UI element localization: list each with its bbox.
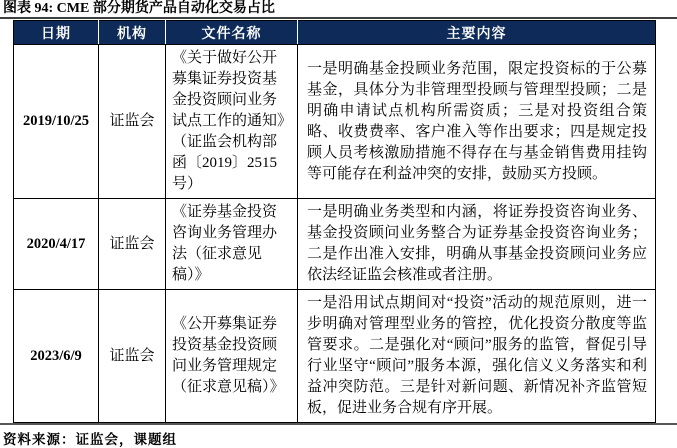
source-note: 资料来源：证监会，课题组: [3, 432, 177, 447]
table-header-row: [14, 21, 656, 45]
figure-title: 图表 94: CME 部分期货产品自动化交易占比: [3, 1, 275, 16]
column-header-date: 日期: [14, 21, 99, 45]
table-row: [14, 290, 656, 423]
doc-name-cell: 《证券基金投资咨询业务管理办法（征求意见稿）》: [166, 199, 298, 290]
column-header-content: 主要内容: [298, 21, 656, 45]
doc-name-cell: 《关于做好公开募集证券投资基金投资顾问业务试点工作的通知》（证监会机构部函〔2019〕2515 号）: [166, 45, 298, 199]
content-cell: 一是沿用试点期间对“投资”活动的规范原则，进一步明确对管理型业务的管控，优化投资分散度等监管要求。二是强化对“顾问”服务的监管，督促引导行业坚守“顾问”服务本源，强化信义义务落实和利益冲突防范。三是针对新问题、新情况补齐监管短板，促进业务合规有序开展。: [298, 290, 656, 423]
content-cell: 一是明确基金投顾业务范围，限定投资标的于公募基金，具体分为非管理型投顾与管理型投顾；二是明确申请试点机构所需资质；三是对投资组合策略、收费费率、客户准入等作出要求；四是规定投顾人员考核激励措施不得存在与基金销售费用挂钩等可能存在利益冲突的安排，鼓励买方投顾。: [298, 45, 656, 199]
date-cell: 2020/4/17: [14, 199, 99, 290]
regulation-table: [13, 20, 656, 423]
content-cell: 一是明确业务类型和内涵，将证券投资咨询业务、基金投资顾问业务整合为证券基金投资咨询业务；二是作出准入安排，明确从事基金投资顾问业务应依法经证监会核准或者注册。: [298, 199, 656, 290]
org-cell: 证监会: [99, 290, 166, 423]
date-cell: 2019/10/25: [14, 45, 99, 199]
column-header-doc: 文件名称: [166, 21, 298, 45]
title-divider: [0, 17, 677, 19]
org-cell: 证监会: [99, 45, 166, 199]
date-cell: 2023/6/9: [14, 290, 99, 423]
doc-name-cell: 《公开募集证券投资基金投资顾问业务管理规定（征求意见稿）》: [166, 290, 298, 423]
org-cell: 证监会: [99, 199, 166, 290]
column-header-org: 机构: [99, 21, 166, 45]
table-row: [14, 199, 656, 290]
table-row: [14, 45, 656, 199]
